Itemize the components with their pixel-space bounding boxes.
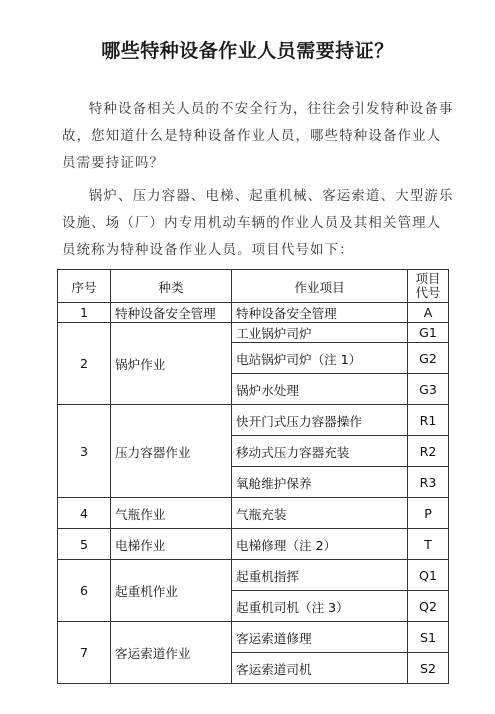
row-code: Q1 [408,560,449,591]
row-no: 2 [58,323,111,405]
table-row [58,529,449,560]
table-row [58,560,449,591]
row-type: 锅炉作业 [111,323,232,405]
row-code: P [408,498,449,529]
row-type: 起重机作业 [111,560,232,622]
row-code: Q2 [408,591,449,622]
table-row [58,498,449,529]
row-code: R2 [408,436,449,467]
row-item: 工业锅炉司炉 [232,323,408,343]
row-type: 压力容器作业 [111,405,232,498]
page-title: 哪些特种设备作业人员需要持证？ [101,40,394,62]
row-code: T [408,529,449,560]
row-item: 电梯修理（注 2） [232,529,408,560]
row-code: A [408,303,449,323]
header-type: 种类 [111,270,232,303]
row-no: 1 [58,303,111,323]
row-code: G1 [408,323,449,343]
table-row [58,405,449,436]
header-code-line1: 项目 [415,271,441,286]
header-no: 序号 [58,270,111,303]
row-item: 客运索道司机 [232,653,408,684]
table-row [58,303,449,323]
row-code: G2 [408,343,449,374]
row-item: 客运索道修理 [232,622,408,653]
operator-items-table [57,269,449,684]
header-code-line2: 代号 [415,285,441,300]
row-no: 7 [58,622,111,684]
row-type: 客运索道作业 [111,622,232,684]
row-item: 移动式压力容器充装 [232,436,408,467]
row-no: 3 [58,405,111,498]
row-code: R1 [408,405,449,436]
intro-paragraph: 特种设备相关人员的不安全行为，往往会引发特种设备事故，您知道什么是特种设备作业人员，哪些特种设备作业人员需要持证吗？ [62,102,454,171]
row-item: 起重机指挥 [232,560,408,591]
definition-paragraph: 锅炉、压力容器、电梯、起重机械、客运索道、大型游乐设施、场（厂）内专用机动车辆的作业人员及其相关管理人员统称为特种设备作业人员。项目代号如下： [62,189,454,258]
header-code [408,270,449,303]
row-item: 快开门式压力容器操作 [232,405,408,436]
row-item: 气瓶充装 [232,498,408,529]
row-code: S2 [408,653,449,684]
row-item: 氧舱维护保养 [232,467,408,498]
row-item: 特种设备安全管理 [232,303,408,323]
row-code: S1 [408,622,449,653]
table-row [58,323,449,343]
row-no: 6 [58,560,111,622]
header-item: 作业项目 [232,270,408,303]
row-no: 4 [58,498,111,529]
row-item: 电站锅炉司炉（注 1） [232,343,408,374]
row-code: G3 [408,374,449,405]
row-type: 电梯作业 [111,529,232,560]
row-no: 5 [58,529,111,560]
table-row [58,622,449,653]
row-type: 气瓶作业 [111,498,232,529]
table-header-row [58,270,449,303]
row-type: 特种设备安全管理 [111,303,232,323]
row-code: R3 [408,467,449,498]
row-item: 锅炉水处理 [232,374,408,405]
row-item: 起重机司机（注 3） [232,591,408,622]
